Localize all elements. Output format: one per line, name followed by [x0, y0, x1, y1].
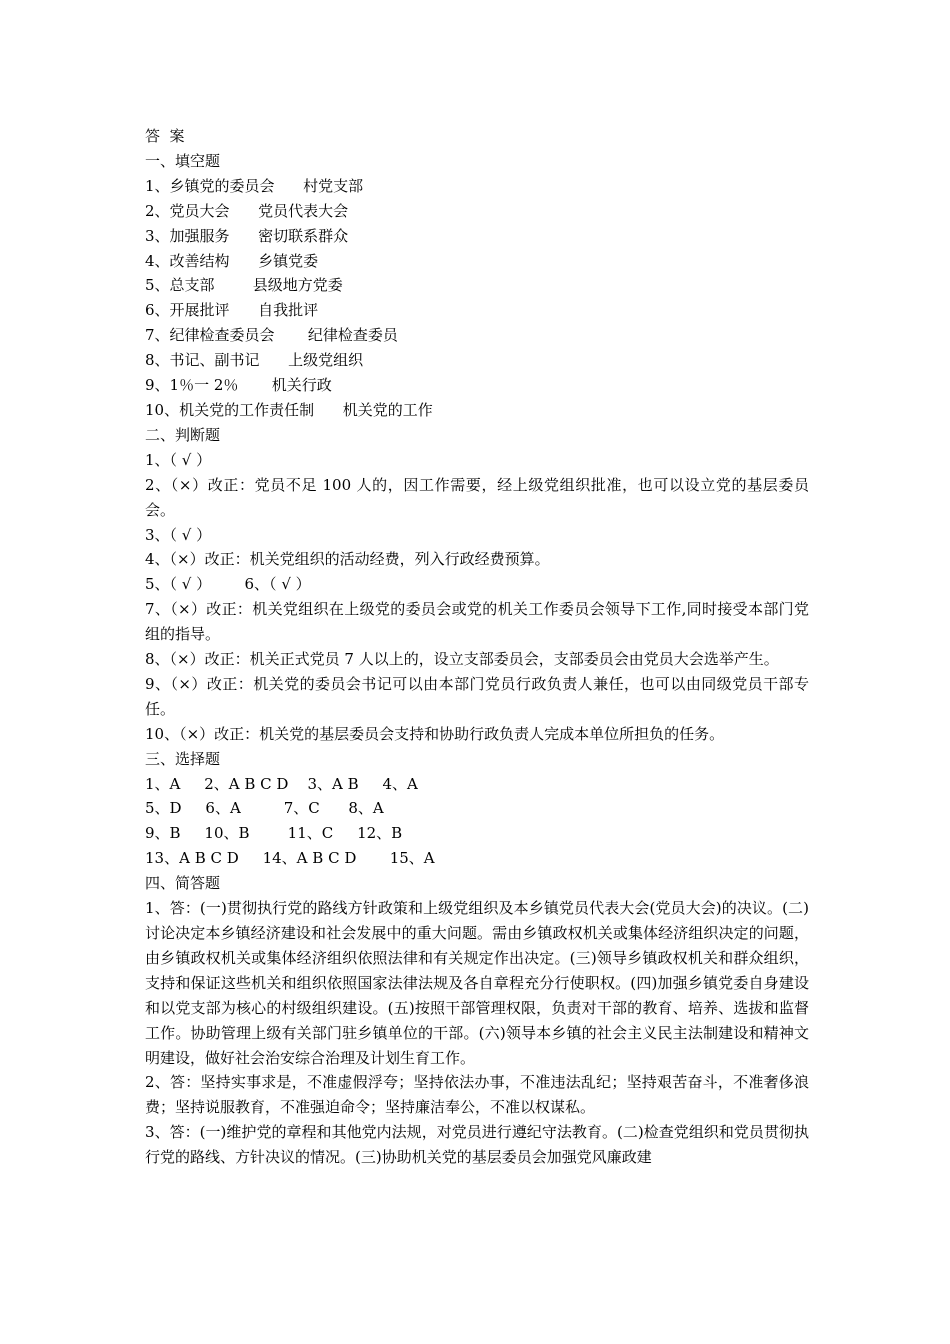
fill-item: 4、改善结构 乡镇党委	[145, 251, 319, 270]
fill-item: 7、纪律检查委员会 纪律检查委员	[145, 326, 398, 345]
short-answer: 1、答：(一)贯彻执行党的路线方针政策和上级党组织及本乡镇党员代表大会(党员大会)的决议。(二)讨论决定本乡镇经济建设和社会发展中的重大问题。需由乡镇政权机关或集体经济组织决定的问题，由乡镇政权机关或集体经济组织依照法律和有关规定作出决定。(三)领导乡镇政权机关和群众组织，支持和保证这些机关和组织依照国家法律法规及各自章程充分行使职权。(四)加强乡镇党委自身建设和以党支部为核心的村级组织建设。(五)按照干部管理权限，负责对干部的教育、培养、选拔和监督工作。协助管理上级有关部门驻乡镇单位的干部。(六)领导本乡镇的社会主义民主法制建设和精神文明建设，做好社会治安综合治理及计划生育工作。	[145, 899, 809, 1067]
fill-item: 1、乡镇党的委员会 村党支部	[145, 176, 364, 195]
answer-document	[145, 124, 809, 1170]
section-heading-judge: 二、判断题	[145, 425, 221, 444]
document-title: 答 案	[145, 127, 185, 145]
choice-item: 13、A B C D 14、A B C D 15、A	[145, 849, 435, 868]
judge-item: 4、（×）改正：机关党组织的活动经费，列入行政经费预算。	[145, 550, 550, 569]
fill-item: 5、总支部 县级地方党委	[145, 276, 343, 295]
judge-item: 8、（×）改正：机关正式党员 7 人以上的，设立支部委员会，支部委员会由党员大会选举产生。	[145, 650, 779, 669]
section-heading-short: 四、简答题	[145, 874, 221, 893]
choice-item: 1、A 2、A B C D 3、A B 4、A	[145, 774, 418, 793]
judge-item: 2、（×）改正：党员不足 100 人的，因工作需要，经上级党组织批准，也可以设立党的基层委员会。	[145, 475, 809, 519]
fill-item: 10、机关党的工作责任制 机关党的工作	[145, 400, 433, 419]
judge-item: 5、（ √ ） 6、（ √ ）	[145, 575, 311, 594]
short-answer: 2、答：坚持实事求是，不准虚假浮夸；坚持依法办事，不准违法乱纪；坚持艰苦奋斗，不准奢侈浪费；坚持说服教育，不准强迫命令；坚持廉洁奉公，不准以权谋私。	[145, 1073, 809, 1117]
fill-item: 8、书记、副书记 上级党组织	[145, 351, 364, 370]
judge-item: 7、（×）改正：机关党组织在上级党的委员会或党的机关工作委员会领导下工作,同时接受本部门党组的指导。	[145, 600, 809, 644]
fill-item: 2、党员大会 党员代表大会	[145, 201, 349, 220]
section-heading-choice: 三、选择题	[145, 749, 221, 768]
judge-item: 10、（×）改正：机关党的基层委员会支持和协助行政负责人完成本单位所担负的任务。	[145, 724, 725, 743]
judge-item: 9、（×）改正：机关党的委员会书记可以由本部门党员行政负责人兼任，也可以由同级党员干部专任。	[145, 674, 809, 718]
short-answer: 3、答：(一)维护党的章程和其他党内法规，对党员进行遵纪守法教育。(二)检查党组织和党员贯彻执行党的路线、方针决议的情况。(三)协助机关党的基层委员会加强党风廉政建	[145, 1123, 809, 1167]
fill-item: 6、开展批评 自我批评	[145, 301, 319, 320]
section-heading-fill: 一、填空题	[145, 151, 221, 170]
choice-item: 9、B 10、B 11、C 12、B	[145, 824, 403, 843]
fill-item: 9、1％一 2％ 机关行政	[145, 376, 332, 395]
fill-item: 3、加强服务 密切联系群众	[145, 226, 349, 245]
choice-item: 5、D 6、A 7、C 8、A	[145, 799, 384, 818]
judge-item: 3、（ √ ）	[145, 525, 212, 544]
judge-item: 1、（ √ ）	[145, 450, 212, 469]
